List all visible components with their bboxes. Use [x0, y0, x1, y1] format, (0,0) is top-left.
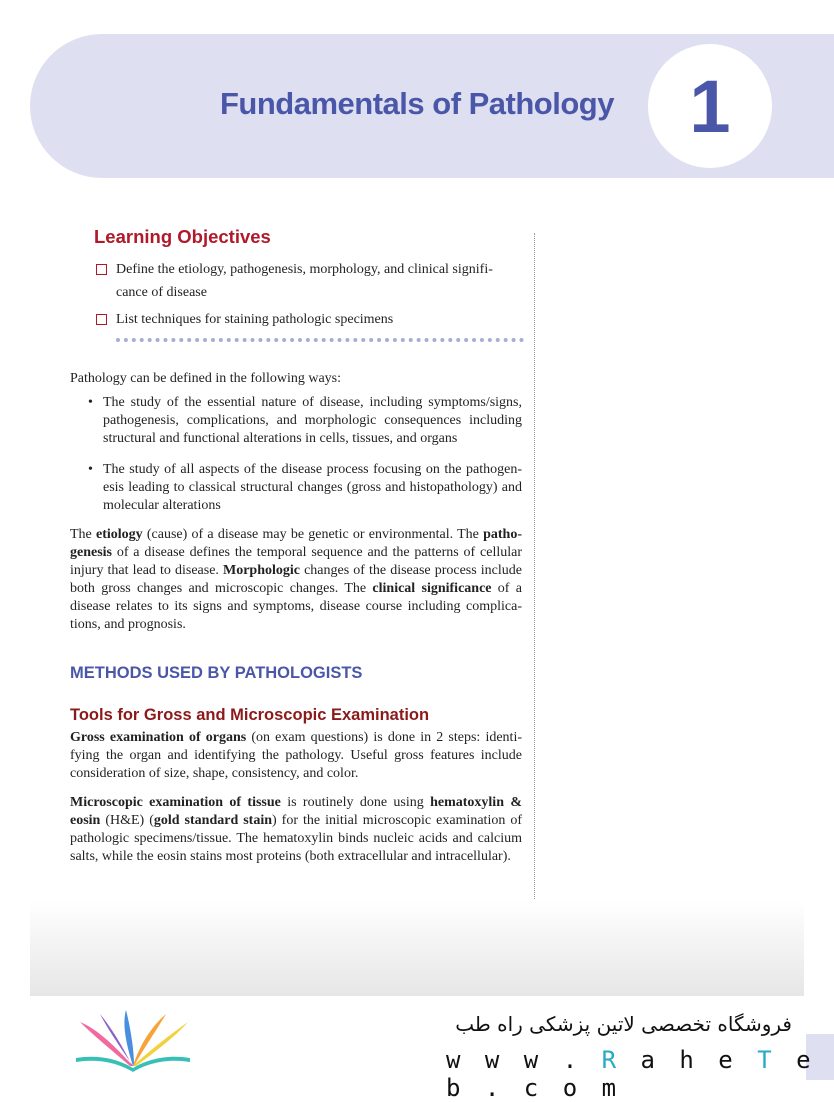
- watermark-store-name: فروشگاه تخصصی لاتین پزشکی راه طب: [455, 1012, 792, 1036]
- watermark-url: w w w . R a h e T e b . c o m: [446, 1046, 816, 1102]
- learning-objectives-list: [96, 258, 510, 335]
- column-divider: [534, 233, 535, 993]
- etiology-paragraph: The etiology (cause) of a disease may be genetic or environmental. The patho-genesis of a disease defines the temporal sequence and the patterns of cellular injury that lead to disease. Morphologic changes of the disease process include both gross changes and microscopic changes. The clinical significance of a disease relates to its signs and symptoms, disease course including complica-tions, and prognosis.: [70, 527, 523, 632]
- chapter-number: 1: [648, 44, 772, 168]
- section-heading: METHODS USED BY PATHOLOGISTS: [70, 664, 363, 682]
- checkbox-icon: [96, 314, 107, 325]
- definition-list-2: [88, 461, 522, 515]
- definition-list: [88, 394, 522, 448]
- objective-item: List techniques for staining pathologic specimens: [96, 308, 510, 331]
- objective-item: Define the etiology, pathogenesis, morphology, and clinical signifi-cance of disease: [96, 258, 510, 304]
- bottom-shadow: [30, 900, 804, 996]
- intro-paragraph: Pathology can be defined in the following ways:: [70, 371, 341, 386]
- chapter-title: Fundamentals of Pathology: [220, 86, 614, 121]
- gross-exam-paragraph: Gross examination of organs (on exam questions) is done in 2 steps: identi-fying the organ and identifying the pathology. Useful gross features include consideration of size, shape, consistency, and color.: [70, 730, 522, 781]
- definition-item: • The study of the essential nature of disease, including symptoms/signs, pathogenesis, complications, and morphologic consequences including structural and functional alterations in cells, tissues, and organs: [88, 394, 522, 448]
- checkbox-icon: [96, 264, 107, 275]
- open-book-icon: [70, 1008, 196, 1072]
- subsection-heading: Tools for Gross and Microscopic Examination: [70, 706, 430, 724]
- learning-objectives-heading: Learning Objectives: [94, 226, 271, 247]
- definition-item: • The study of all aspects of the disease process focusing on the pathogen-esis leading to classical structural changes (gross and histopathology) and molecular alterations: [88, 461, 522, 515]
- dotted-separator: [116, 338, 524, 342]
- microscopic-exam-paragraph: Microscopic examination of tissue is routinely done using hematoxylin & eosin (H&E) (gold standard stain) for the initial microscopic examination of pathologic specimens/tissue. The hematoxylin binds nucleic acids and calcium salts, while the eosin stains most proteins (both extracellular and intracellular).: [70, 795, 522, 864]
